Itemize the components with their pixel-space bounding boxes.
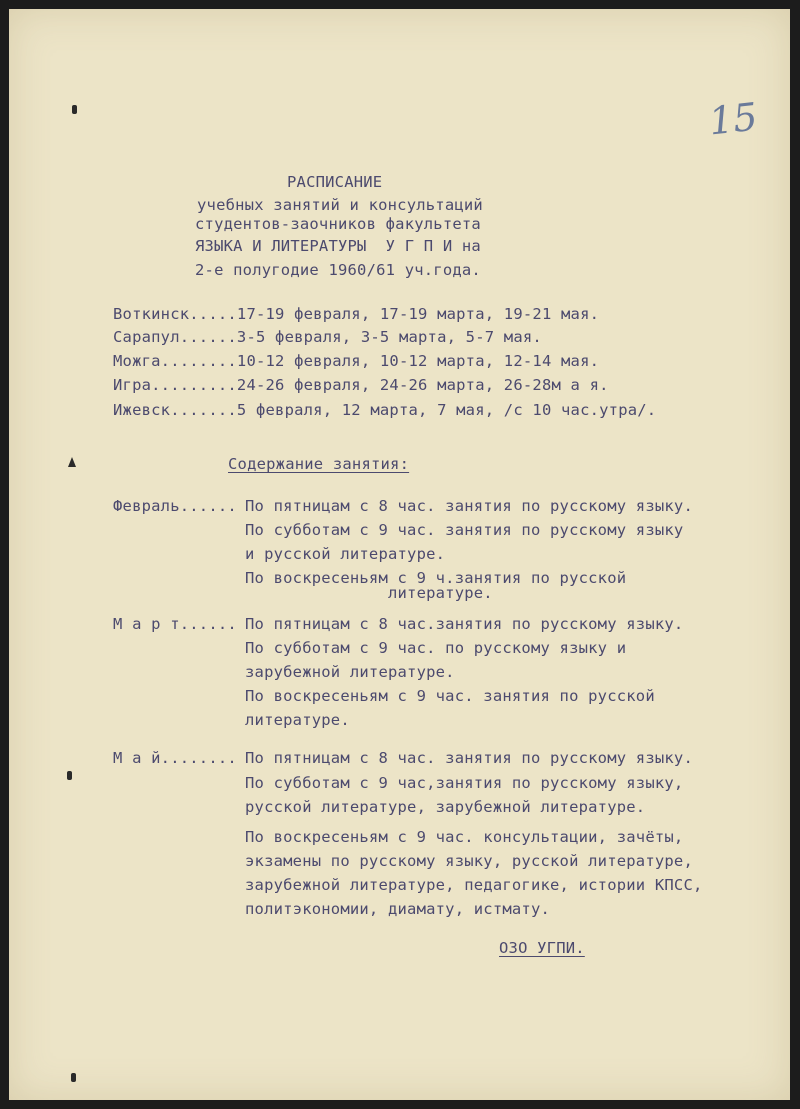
binding-mark — [72, 105, 77, 114]
schedule-line: По воскресеньям с 9 час. занятия по русской — [245, 687, 655, 705]
document-title: РАСПИСАНИЕ — [287, 173, 383, 191]
schedule-line: По субботам с 9 час. занятия по русскому языку — [245, 521, 684, 539]
binding-mark — [68, 457, 76, 467]
location-dates: 5 февраля, 12 марта, 7 мая, /с 10 час.утра/. — [236, 401, 657, 419]
schedule-line: По пятницам с 8 час. занятия по русскому языку. — [245, 497, 693, 515]
location-row — [113, 328, 542, 346]
page-number: 15 — [706, 94, 760, 144]
document-page — [9, 9, 790, 1100]
location-dates: 24-26 февраля, 24-26 марта, 26-28м а я. — [236, 376, 609, 394]
schedule-line: По воскресеньям с 9 час. консультации, зачёты, — [245, 828, 684, 846]
location-row — [113, 401, 656, 419]
schedule-line: По субботам с 9 час. по русскому языку и — [245, 639, 627, 657]
location-name: Сарапул...... — [113, 328, 237, 346]
schedule-line: По пятницам с 8 час.занятия по русскому языку. — [245, 615, 684, 633]
location-name: Можга........ — [113, 352, 237, 370]
location-name: Ижевск....... — [113, 401, 237, 419]
schedule-line: и русской литературе. — [245, 545, 446, 563]
header-line-3: ЯЗЫКА И ЛИТЕРАТУРЫ У Г П И на — [195, 237, 481, 255]
header-line-1: учебных занятий и консультаций — [197, 196, 483, 214]
schedule-line: русской литературе, зарубежной литературе. — [245, 798, 646, 816]
month-label-may: М а й........ — [113, 749, 237, 767]
signature: ОЗО УГПИ. — [499, 939, 585, 957]
month-label-march: М а р т...... — [113, 615, 237, 633]
location-name: Игра......... — [113, 376, 237, 394]
schedule-line: экзамены по русскому языку, русской литературе, — [245, 852, 693, 870]
binding-mark — [71, 1073, 76, 1082]
location-name: Воткинск..... — [113, 305, 237, 323]
location-dates: 10-12 февраля, 10-12 марта, 12-14 мая. — [236, 352, 600, 370]
location-row — [113, 376, 609, 394]
binding-mark — [67, 771, 72, 780]
header-line-2: студентов-заочников факультета — [195, 215, 481, 233]
schedule-line: По субботам с 9 час,занятия по русскому языку, — [245, 774, 684, 792]
schedule-line: зарубежной литературе. — [245, 663, 455, 681]
content-heading: Содержание занятия: — [228, 455, 410, 473]
location-dates: 3-5 февраля, 3-5 марта, 5-7 мая. — [236, 328, 542, 346]
header-line-4: 2-е полугодие 1960/61 уч.года. — [195, 261, 481, 279]
schedule-line: По пятницам с 8 час. занятия по русскому языку. — [245, 749, 693, 767]
location-row — [113, 352, 599, 370]
schedule-line: литературе. — [245, 584, 493, 602]
schedule-line: политэкономии, диамату, истмату. — [245, 900, 551, 918]
schedule-line: литературе. — [245, 711, 350, 729]
location-row — [113, 305, 599, 323]
location-dates: 17-19 февраля, 17-19 марта, 19-21 мая. — [236, 305, 600, 323]
schedule-line: зарубежной литературе, педагогике, истории КПСС, — [245, 876, 703, 894]
month-label-february: Февраль...... — [113, 497, 237, 515]
schedule-line: По воскресеньям с 9 ч.занятия по русской — [245, 569, 627, 587]
